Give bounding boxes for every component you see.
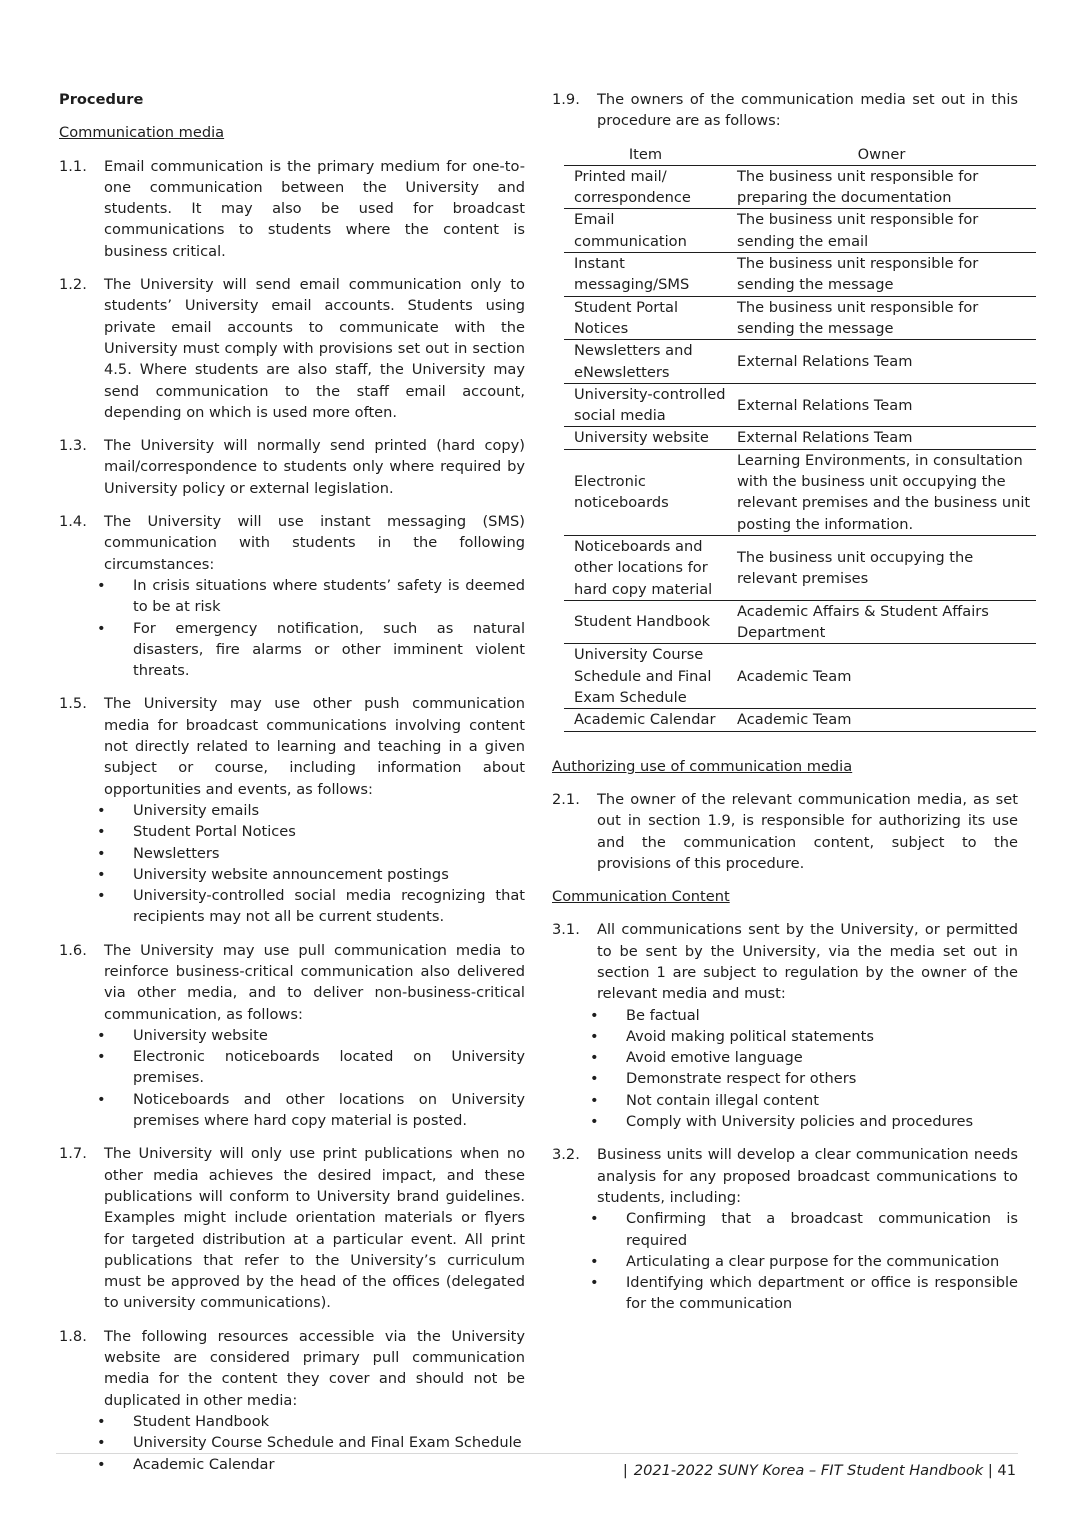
table-cell-owner: The business unit occupying the relevant premises [737, 548, 974, 587]
bullet-item: • Comply with University policies and procedures [597, 1111, 1018, 1132]
table-body [564, 165, 1036, 731]
table-cell-item: Noticeboards and other locations for hard copy material [574, 537, 713, 598]
paragraph-text: Email communication is the primary medium for one-to-one communication between the University and students. It may also be used for broadcast communications to students where the content is business critical. [104, 157, 525, 260]
paragraph-number: 1.6. [59, 941, 87, 959]
footer-page-separator: | [987, 1462, 993, 1479]
paragraph-text: The University will send email communication only to students’ University email accounts. Students using private email accounts to communicate with the University must comply with provisions set out in section 4.5. Where students are also staff, the University may send communication to the staff email account, depending on which is used more often. [104, 276, 525, 421]
table-row [564, 296, 1036, 340]
numbered-paragraph [59, 511, 525, 681]
paragraph-text: The University may use other push communication media for broadcast communications involving content not directly related to learning and teaching in a given subject or course, including information about opportunities and events, as follows: [104, 695, 525, 798]
section2-paragraph-list [552, 789, 1018, 874]
table-cell-item: Newsletters and eNewsletters [574, 342, 693, 381]
table-row [564, 165, 1036, 209]
table-cell-owner: External Relations Team [737, 429, 913, 447]
paragraph-number: 3.1. [552, 921, 580, 939]
bullet-list [104, 1411, 525, 1475]
bullet-item: • Avoid making political statements [597, 1026, 1018, 1047]
bullet-item: • Student Handbook [104, 1411, 525, 1432]
paragraph-text: The University will use instant messaging (SMS) communication with students in the following circumstances: [104, 513, 525, 573]
numbered-paragraph [59, 274, 525, 423]
left-paragraph-list [59, 156, 525, 1475]
right-column [552, 89, 1031, 1327]
table-cell-item: Student Portal Notices [574, 298, 679, 337]
bullet-item: • Be factual [597, 1005, 1018, 1026]
communication-content-heading: Communication Content [552, 888, 730, 906]
footer-divider [56, 1453, 1018, 1454]
table-cell-item: University Course Schedule and Final Exam Schedule [574, 646, 712, 707]
bullet-item: • University website [104, 1025, 525, 1046]
bullet-item: • Student Portal Notices [104, 821, 525, 842]
paragraph-text: All communications sent by the University, or permitted to be sent by the University, via the media set out in section 1 are subject to regulation by the owner of the relevant media and must: [597, 921, 1018, 1003]
table-cell-owner: External Relations Team [737, 352, 913, 370]
paragraph-number: 3.2. [552, 1146, 580, 1164]
paragraph-number: 1.9. [552, 91, 580, 108]
table-cell-item: University-controlled social media [574, 385, 726, 425]
paragraph-number: 1.3. [59, 437, 87, 455]
table-cell-owner: Academic Affairs & Student Affairs Department [737, 602, 989, 642]
table-cell-item: Email communication [574, 211, 687, 250]
table-row [564, 600, 1036, 644]
bullet-item: • Not contain illegal content [597, 1090, 1018, 1111]
bullet-item: • University website announcement postings [104, 864, 525, 885]
table-cell-item: University website [574, 429, 709, 447]
table-header-row [564, 144, 1036, 166]
numbered-paragraph [552, 919, 1018, 1132]
bullet-list [104, 1025, 525, 1131]
paragraph-text: The University will normally send printed (hard copy) mail/correspondence to students only where required by University policy or external legislation. [104, 437, 525, 497]
bullet-item: • Electronic noticeboards located on University premises. [104, 1046, 525, 1089]
table-header-item: Item [628, 145, 663, 163]
numbered-paragraph [59, 156, 525, 262]
paragraph-text: The University will only use print publications when no other media achieves the desired impact, and these publications will conform to University brand guidelines. Examples might include orientation materials or flyers for targeted distribution at a particular event. All print publications that refer to the University’s curriculum must be approved by the head of the offices (delegated to university communications). [104, 1145, 525, 1312]
table-cell-owner: Academic Team [737, 667, 852, 685]
bullet-item: • Noticeboards and other locations on University premises where hard copy material is posted. [104, 1089, 525, 1132]
numbered-paragraph [59, 940, 525, 1132]
table-row [564, 209, 1036, 253]
table-cell-owner: The business unit responsible for sending the message [737, 255, 979, 294]
bullet-item: • Academic Calendar [104, 1454, 525, 1475]
table-cell-owner: Academic Team [737, 711, 852, 729]
table-cell-item: Academic Calendar [574, 711, 716, 729]
left-column [59, 89, 525, 1487]
bullet-list [597, 1005, 1018, 1133]
bullet-item: • In crisis situations where students’ safety is deemed to be at risk [104, 575, 525, 618]
paragraph-text: The University may use pull communication media to reinforce business-critical communication also delivered via other media, and to deliver non-business-critical communication, as follows: [104, 941, 525, 1023]
table-row [564, 427, 1036, 449]
bullet-item: • University emails [104, 800, 525, 821]
table-cell-item: Electronic noticeboards [574, 473, 669, 512]
table-cell-item: Student Handbook [574, 613, 711, 631]
bullet-item: • University-controlled social media recognizing that recipients may not all be current students. [104, 885, 525, 928]
table-cell-item: Printed mail/ correspondence [574, 167, 691, 207]
numbered-paragraph [552, 1144, 1018, 1314]
authorizing-heading: Authorizing use of communication media [552, 757, 853, 775]
table-cell-owner: External Relations Team [737, 396, 913, 414]
paragraph-number: 1.7. [59, 1145, 87, 1163]
numbered-paragraph [552, 789, 1018, 874]
paragraph-number: 1.4. [59, 513, 87, 531]
bullet-item: • Avoid emotive language [597, 1047, 1018, 1068]
table-cell-owner: Learning Environments, in consultation with the business unit occupying the relevant premises and the business unit posting the information. [737, 451, 1031, 533]
table-cell-owner: The business unit responsible for sending the email [737, 211, 979, 250]
paragraph-number: 2.1. [552, 790, 580, 808]
paragraph-number: 1.2. [59, 276, 87, 294]
paragraph-text: The following resources accessible via the University website are considered primary pull communication media for the content they cover and should not be duplicated in other media: [104, 1327, 525, 1409]
bullet-list [104, 800, 525, 928]
bullet-list [104, 575, 525, 681]
bullet-item: • Articulating a clear purpose for the communication [597, 1251, 1018, 1272]
table-row [564, 449, 1036, 535]
table-row [564, 709, 1036, 731]
numbered-paragraph [59, 1143, 525, 1313]
footer-separator: | [622, 1462, 628, 1479]
table-cell-owner: The business unit responsible for sending the message [737, 298, 979, 337]
table-row [564, 383, 1036, 427]
paragraph-number: 1.8. [59, 1327, 87, 1345]
table-cell-owner: The business unit responsible for preparing the documentation [737, 167, 979, 207]
bullet-item: • Newsletters [104, 843, 525, 864]
paragraph-number: 1.5. [59, 695, 87, 713]
numbered-paragraph [552, 89, 1018, 132]
procedure-heading: Procedure [59, 91, 144, 108]
paragraph-number: 1.1. [59, 157, 87, 175]
page-footer [623, 1460, 1016, 1481]
bullet-item: • For emergency notification, such as natural disasters, fire alarms or other imminent violent threats. [104, 618, 525, 682]
table-cell-item: Instant messaging/SMS [574, 255, 690, 294]
section3-paragraph-list [552, 919, 1018, 1314]
paragraph-text: The owner of the relevant communication media, as set out in section 1.9, is responsible for authorizing its use and the communication content, subject to the provisions of this procedure. [597, 790, 1018, 872]
table-header-owner: Owner [857, 145, 906, 163]
table-row [564, 340, 1036, 384]
numbered-paragraph [59, 435, 525, 499]
paragraph-text: The owners of the communication media set out in this procedure are as follows: [597, 91, 1018, 130]
bullet-item: • Demonstrate respect for others [597, 1068, 1018, 1089]
bullet-item: • Identifying which department or office is responsible for the communication [597, 1272, 1018, 1315]
footer-title: 2021-2022 SUNY Korea – FIT Student Handbook [633, 1462, 984, 1479]
bullet-item: • Confirming that a broadcast communication is required [597, 1208, 1018, 1251]
paragraph-text: Business units will develop a clear communication needs analysis for any proposed broadcast communications to students, including: [597, 1146, 1018, 1206]
page-number: 41 [997, 1462, 1016, 1479]
table-row [564, 644, 1036, 709]
bullet-item: • University Course Schedule and Final Exam Schedule [104, 1432, 525, 1453]
bullet-list [597, 1208, 1018, 1314]
media-owner-table [564, 144, 1036, 732]
numbered-paragraph [59, 693, 525, 927]
table-row [564, 253, 1036, 297]
table-row [564, 535, 1036, 600]
communication-media-heading: Communication media [59, 124, 225, 142]
